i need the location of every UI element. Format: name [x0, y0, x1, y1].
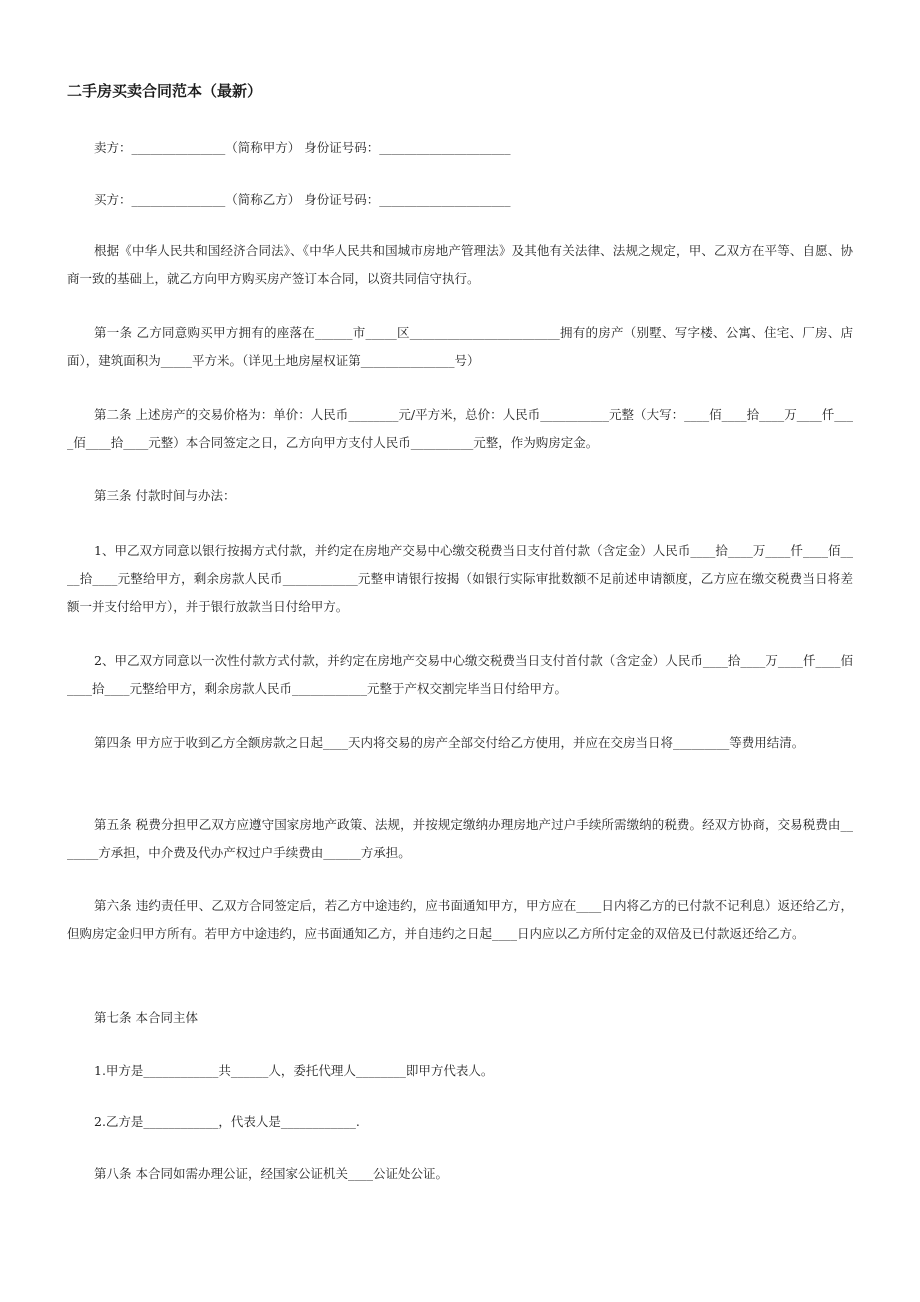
article-7-party-a: 1.甲方是____________共______人，委托代理人________即甲方代表人。 — [94, 1063, 494, 1078]
article-7-party-b: 2.乙方是____________，代表人是____________. — [94, 1114, 360, 1129]
buyer-line: 买方：_______________（简称乙方） 身份证号码：_____________________ — [94, 192, 511, 207]
article-3-clause-2: 2、甲乙双方同意以一次性付款方式付款，并约定在房地产交易中心缴交税费当日支付首付款（含定金）人民币____拾____万____仟____佰____拾____元整给甲方，剩余房款人民币____________元整于产权交割完毕当日付给甲方。 — [67, 653, 853, 696]
document-title: 二手房买卖合同范本（最新） — [67, 82, 263, 100]
article-2-paragraph: 第二条 上述房产的交易价格为：单价：人民币________元/平方米，总价：人民币___________元整（大写：____佰____拾____万____仟____佰____拾____元整）本合同签定之日，乙方向甲方支付人民币__________元整，作为购房定金。 — [67, 407, 853, 450]
article-7-heading: 第七条 本合同主体 — [94, 1010, 198, 1025]
article-6-paragraph: 第六条 违约责任甲、乙双方合同签定后，若乙方中途违约，应书面通知甲方，甲方应在____日内将乙方的已付款不记利息）返还给乙方，但购房定金归甲方所有。若甲方中途违约，应书面通知乙方，并自违约之日起____日内应以乙方所付定金的双倍及已付款返还给乙方。 — [67, 898, 853, 941]
preamble-paragraph: 根据《中华人民共和国经济合同法》、《中华人民共和国城市房地产管理法》及其他有关法律、法规之规定，甲、乙双方在平等、自愿、协商一致的基础上，就乙方向甲方购买房产签订本合同，以资共同信守执行。 — [67, 243, 853, 286]
article-5-paragraph: 第五条 税费分担甲乙双方应遵守国家房地产政策、法规，并按规定缴纳办理房地产过户手续所需缴纳的税费。经双方协商，交易税费由_______方承担，中介费及代办产权过户手续费由______方承担。 — [67, 817, 853, 860]
article-3-clause-1: 1、甲乙双方同意以银行按揭方式付款，并约定在房地产交易中心缴交税费当日支付首付款（含定金）人民币____拾____万____仟____佰____拾____元整给甲方，剩余房款人民币____________元整申请银行按揭（如银行实际审批数额不足前述申请额度，乙方应在缴交税费当日将差额一并支付给甲方），并于银行放款当日付给甲方。 — [67, 543, 853, 614]
article-8-paragraph: 第八条 本合同如需办理公证，经国家公证机关____公证处公证。 — [94, 1166, 448, 1181]
article-1-paragraph: 第一条 乙方同意购买甲方拥有的座落在______市_____区________________________拥有的房产（别墅、写字楼、公寓、住宅、厂房、店面），建筑面积为_____平方米。（详见土地房屋权证第_______________号） — [67, 325, 853, 368]
article-4-paragraph: 第四条 甲方应于收到乙方全额房款之日起____天内将交易的房产全部交付给乙方使用，并应在交房当日将_________等费用结清。 — [94, 735, 805, 750]
seller-line: 卖方：_______________（简称甲方） 身份证号码：_____________________ — [94, 140, 511, 155]
article-3-heading: 第三条 付款时间与办法： — [94, 488, 236, 503]
